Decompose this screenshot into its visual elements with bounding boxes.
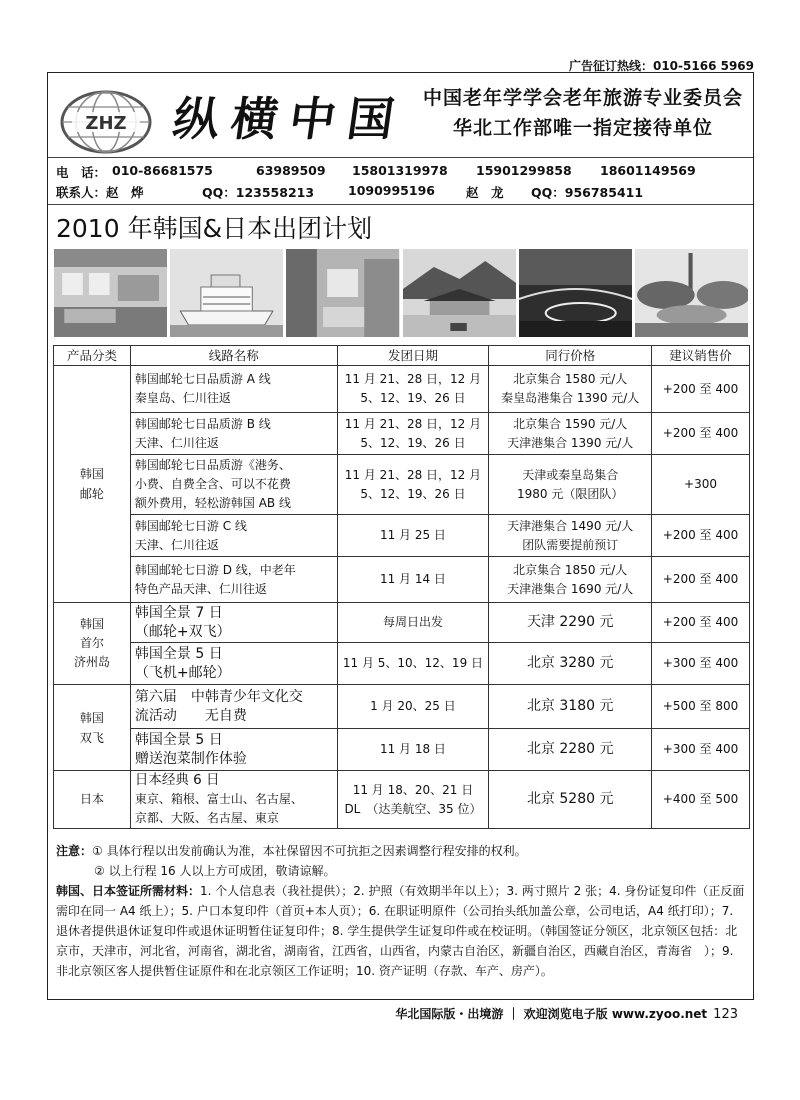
date-cell [337, 455, 489, 515]
phone-number: 63989509 [256, 163, 326, 178]
photo-strip [54, 249, 748, 337]
price-cell [489, 603, 652, 643]
sale-price-cell: +200 至 400 [652, 603, 750, 643]
route-cell [130, 685, 337, 729]
price-line: 北京 2280 元 [526, 741, 614, 757]
price-cell [489, 366, 652, 413]
notes-section [56, 841, 748, 981]
date-cell [337, 515, 489, 557]
price-cell [489, 557, 652, 603]
ship-cabin-photo [54, 249, 167, 337]
date-line: DL （达美航空、35 位） [344, 801, 482, 816]
category-cell [54, 771, 131, 829]
price-line: 北京集合 1850 元/人 [513, 562, 628, 577]
route-line: 韩国邮轮七日品质游 B 线 [134, 416, 271, 431]
route-line: 天津、仁川往返 [134, 435, 219, 450]
price-cell [489, 771, 652, 829]
date-line: 1 月 20、25 日 [370, 699, 456, 713]
route-line: 韩国全景 5 日 [134, 645, 223, 662]
route-line: 流活动 无自费 [134, 707, 247, 724]
date-line: 每周日出发 [382, 615, 443, 629]
date-cell [337, 603, 489, 643]
category-label: 济州岛 [73, 655, 110, 669]
page-footer [395, 1005, 738, 1022]
route-line: 日本经典 6 日 [134, 772, 220, 788]
price-line: 北京 5280 元 [526, 791, 614, 807]
sale-price-cell: +300 [652, 455, 750, 515]
route-line: 韩国全景 5 日 [134, 731, 223, 748]
price-line: 天津港集合 1490 元/人 [507, 518, 634, 533]
route-line: 特色产品天津、仁川往返 [134, 581, 267, 596]
category-label: 韩国双飞 [79, 710, 104, 745]
header-cell: 产品分类 [54, 346, 131, 366]
route-line: 韩国全景 7 日 [134, 604, 223, 621]
ad-frame [47, 72, 754, 1000]
table-row [54, 729, 750, 771]
page-title: 2010 年韩国&日本出团计划 [56, 214, 373, 243]
date-line: 5、12、19、26 日 [360, 486, 466, 501]
date-line: 11 月 21、28 日，12 月 [344, 372, 482, 386]
route-line: 天津、仁川往返 [134, 537, 219, 552]
route-line: 额外费用，轻松游韩国 AB 线 [134, 496, 291, 510]
ad-hotline: 广告征订热线：010-5166 5969 [568, 59, 754, 73]
date-line: 11 月 5、10、12、19 日 [342, 656, 484, 670]
sale-price-cell: +300 至 400 [652, 729, 750, 771]
association-title [418, 83, 748, 143]
visa-label: 韩国、日本签证所需材料： [56, 884, 201, 898]
price-line: 团队需要提前预订 [522, 537, 619, 552]
route-line: （邮轮+双飞） [134, 623, 231, 640]
category-label: 韩国邮轮 [79, 467, 104, 501]
date-line: 11 月 18 日 [379, 742, 446, 756]
date-line: 11 月 25 日 [379, 528, 446, 542]
route-line: 東京、箱根、富士山、名古屋、 [134, 792, 303, 806]
sale-price-cell: +200 至 400 [652, 413, 750, 455]
note-text: ① 具体行程以出发前确认为准，本社保留因不可抗拒之因素调整行程安排的权利。 [92, 844, 527, 858]
category-cell [54, 366, 131, 603]
table-row [54, 413, 750, 455]
price-cell [489, 455, 652, 515]
price-cell [489, 685, 652, 729]
qq-number: QQ：956785411 [531, 185, 644, 200]
brand-name: 纵横中国 [169, 92, 410, 146]
table-row [54, 685, 750, 729]
monument-park-photo [635, 249, 748, 337]
table-row [54, 366, 750, 413]
route-line: 赠送泡菜制作体验 [134, 750, 247, 767]
route-cell [130, 643, 337, 685]
price-line: 天津 2290 元 [526, 614, 614, 630]
contact-person-1: 联系人：赵 烨 [56, 185, 144, 200]
price-cell [489, 413, 652, 455]
table-row [54, 771, 750, 829]
date-cell [337, 366, 489, 413]
table-row [54, 455, 750, 515]
association-line-2: 华北工作部唯一指定接待单位 [452, 117, 713, 139]
divider [48, 157, 753, 158]
price-cell [489, 515, 652, 557]
price-line: 秦皇岛港集合 1390 元/人 [501, 391, 640, 405]
category-cell [54, 603, 131, 685]
category-cell [54, 685, 131, 771]
date-line: 11 月 14 日 [379, 572, 446, 586]
price-cell [489, 643, 652, 685]
note-label: 注意： [56, 844, 93, 858]
price-line: 北京 3180 元 [526, 698, 614, 714]
phone-number: 15801319978 [352, 163, 448, 178]
contact-person-2: 赵 龙 [466, 185, 504, 200]
divider [48, 204, 753, 205]
cruise-ship-photo [170, 249, 283, 337]
table-row [54, 643, 750, 685]
phone-label: 电 话： [56, 165, 107, 180]
route-line: 小费、自费全含、可以不花费 [134, 477, 291, 491]
route-line: 第六届 中韩青少年文化交 [134, 688, 303, 705]
date-cell [337, 685, 489, 729]
price-line: 天津或秦皇岛集合 [522, 467, 619, 482]
qq-number: QQ：123558213 [202, 185, 315, 200]
visa-requirements [56, 881, 748, 981]
header-cell: 建议销售价 [652, 346, 750, 366]
price-line: 天津港集合 1690 元/人 [507, 581, 634, 596]
route-cell [130, 515, 337, 557]
header-cell: 线路名称 [130, 346, 337, 366]
route-cell [130, 603, 337, 643]
association-line-1: 中国老年学学会老年旅游专业委员会 [422, 87, 743, 109]
date-line: 11 月 21、28 日，12 月 [344, 416, 482, 431]
date-line: 11 月 18、20、21 日 [352, 782, 474, 797]
table-header-row [54, 346, 750, 366]
table-row [54, 603, 750, 643]
zhz-logo [58, 87, 154, 157]
phone-number: 010-86681575 [112, 163, 213, 178]
price-line: 1980 元（限团队） [517, 486, 624, 501]
river-bridge-night-photo [519, 249, 632, 337]
footer-text: 华北国际版・出境游 ｜ 欢迎浏览电子版 www.zyoo.net [395, 1007, 708, 1021]
note-line-1 [56, 841, 748, 861]
route-line: 韩国邮轮七日品质游 A 线 [134, 372, 271, 386]
price-line: 天津港集合 1390 元/人 [507, 435, 634, 450]
sale-price-cell: +200 至 400 [652, 557, 750, 603]
sale-price-cell: +500 至 800 [652, 685, 750, 729]
palace-photo [403, 249, 516, 337]
route-cell [130, 729, 337, 771]
route-line: 京都、大阪、名古屋、東京 [134, 811, 279, 825]
date-cell [337, 771, 489, 829]
route-cell [130, 455, 337, 515]
logo-text: ZHZ [85, 113, 127, 134]
price-line: 北京集合 1590 元/人 [513, 416, 628, 431]
date-cell [337, 643, 489, 685]
date-line: 5、12、19、26 日 [360, 435, 466, 450]
category-label: 日本 [79, 792, 104, 806]
qq-number: 1090995196 [348, 183, 435, 198]
date-cell [337, 557, 489, 603]
sale-price-cell: +300 至 400 [652, 643, 750, 685]
route-cell [130, 771, 337, 829]
route-line: 韩国邮轮七日游 D 线，中老年 [134, 562, 296, 577]
price-line: 北京 3280 元 [526, 655, 614, 671]
route-cell [130, 366, 337, 413]
phone-number: 15901299858 [476, 163, 572, 178]
category-label: 首尔 [79, 636, 104, 650]
date-cell [337, 729, 489, 771]
sale-price-cell: +400 至 500 [652, 771, 750, 829]
price-cell [489, 729, 652, 771]
tour-plan-table [53, 345, 750, 829]
route-cell [130, 413, 337, 455]
route-line: 韩国邮轮七日游 C 线 [134, 518, 247, 533]
header-cell: 同行价格 [489, 346, 652, 366]
page-number: 123 [713, 1007, 738, 1022]
category-label: 韩国 [79, 617, 104, 631]
note-line-2: ② 以上行程 16 人以上方可成团，敬请谅解。 [94, 864, 336, 878]
sale-price-cell: +200 至 400 [652, 366, 750, 413]
route-line: （飞机+邮轮） [134, 664, 231, 681]
date-cell [337, 413, 489, 455]
route-line: 韩国邮轮七日品质游《港务、 [134, 458, 291, 472]
table-row [54, 515, 750, 557]
route-cell [130, 557, 337, 603]
route-line: 秦皇岛、仁川往返 [134, 391, 231, 405]
visa-text: 1. 个人信息表（我社提供）；2. 护照（有效期半年以上）；3. 两寸照片 2 张；4. 身份证复印件（正反面需印在同一 A4 纸上）；5. 户口本复印件（首页+本人页）；6. 在职证明原件（公司抬头纸加盖公章，公司电话，A4 纸打印）；7. 退休者提供退休证复印件或退休证明暂住证复印件；8. 学生提供学生证复印件或在校证明。（韩国签证分领区，北京领区包括：北京市，天津市，河北省，河南省，湖北省，湖南省，江西省，山西省，内蒙古自治区，新疆自治区，西藏自治区，青海省 ）；9. 非北京领区客人提供暂住证原件和在北京领区工作证明；10. 资产证明（存款、车产、房产）。 [56, 884, 745, 978]
table-row [54, 557, 750, 603]
cabin-room-photo [286, 249, 399, 337]
date-line: 5、12、19、26 日 [360, 391, 466, 405]
date-line: 11 月 21、28 日，12 月 [344, 467, 482, 482]
header-cell: 发团日期 [337, 346, 489, 366]
phone-number: 18601149569 [600, 163, 696, 178]
price-line: 北京集合 1580 元/人 [513, 372, 628, 386]
sale-price-cell: +200 至 400 [652, 515, 750, 557]
